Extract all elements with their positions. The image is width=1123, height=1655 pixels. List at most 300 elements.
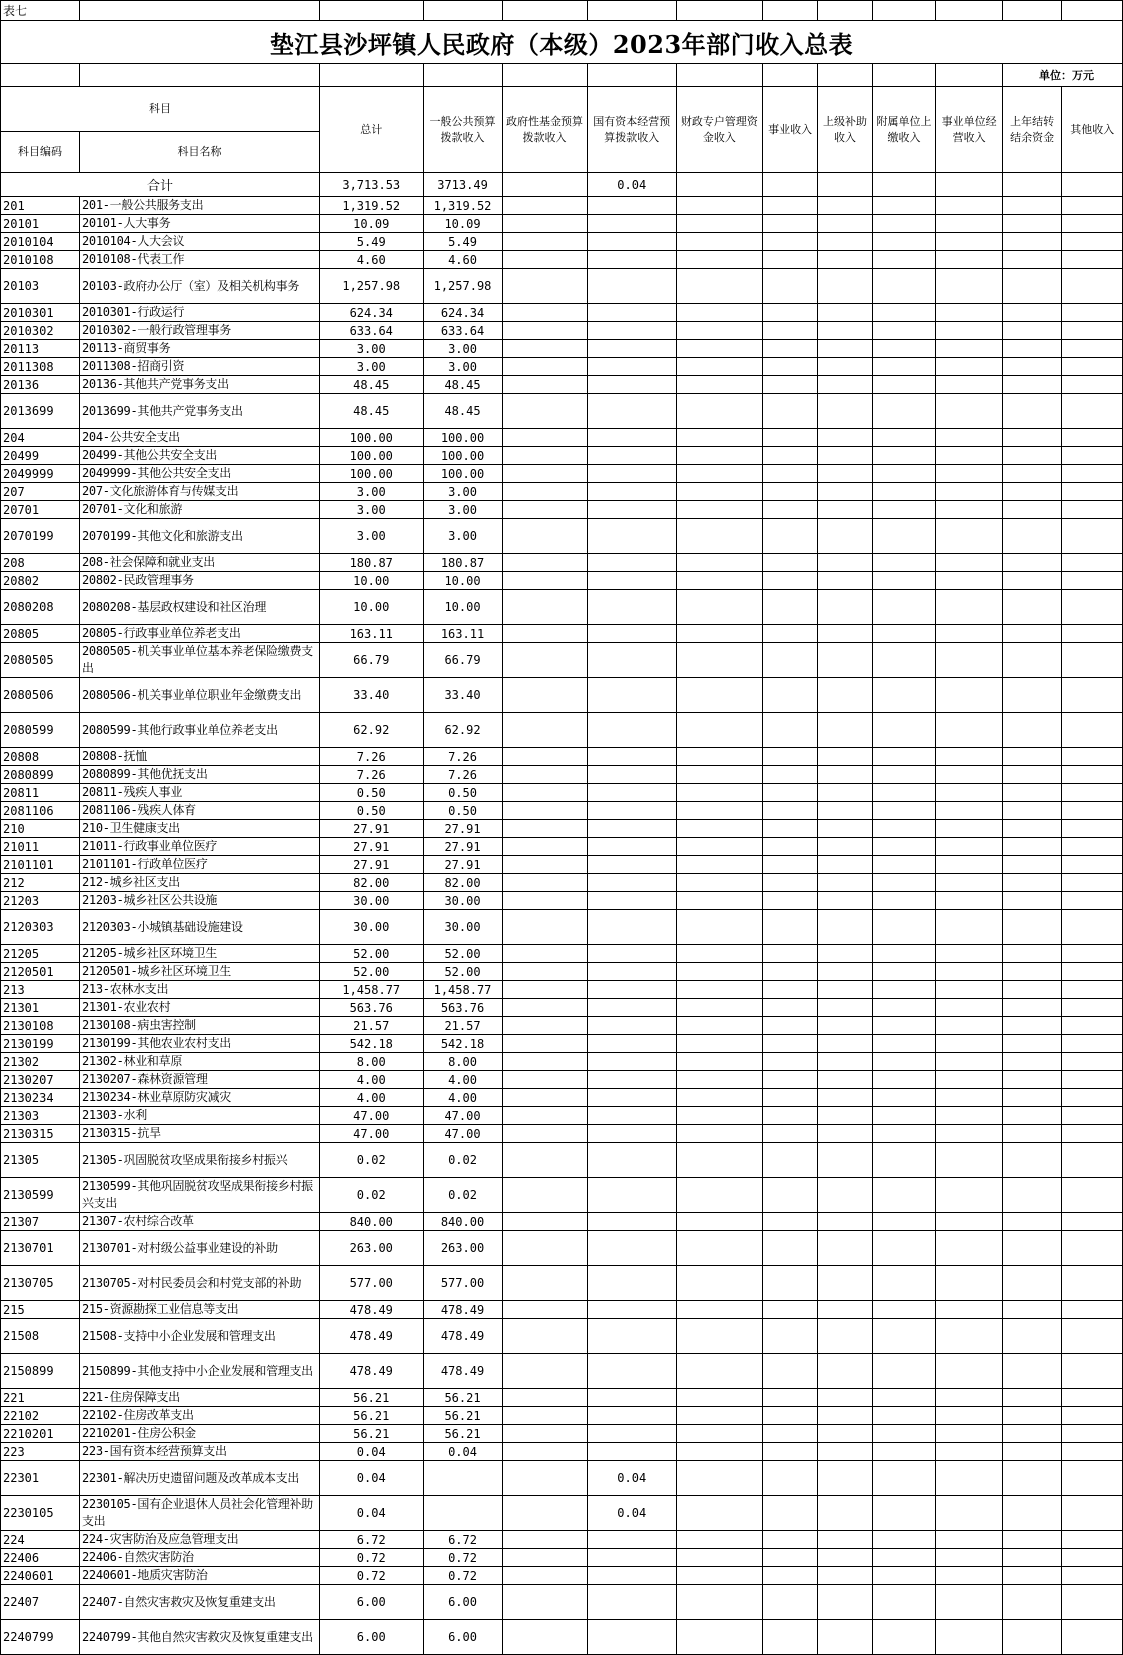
- row-other-income: [1062, 483, 1123, 501]
- row-name: 21307-农村综合改革: [79, 1213, 319, 1231]
- row-total: 563.76: [319, 999, 423, 1017]
- row-total: 27.91: [319, 820, 423, 838]
- row-carryover: [1002, 910, 1061, 945]
- row-total: 1,319.52: [319, 197, 423, 215]
- row-other-income: [1062, 501, 1123, 519]
- row-gov-fund: [502, 1389, 587, 1407]
- row-business-income: [762, 501, 817, 519]
- table-row: [1, 963, 1123, 981]
- row-general: [423, 1496, 502, 1531]
- row-business-operating: [936, 1266, 1003, 1301]
- row-business-income: [762, 643, 817, 678]
- row-carryover: [1002, 802, 1061, 820]
- row-total: 0.50: [319, 802, 423, 820]
- row-affiliated-remit: [872, 1443, 936, 1461]
- row-affiliated-remit: [872, 269, 936, 304]
- row-other-income: [1062, 1496, 1123, 1531]
- row-superior-subsidy: [818, 820, 872, 838]
- row-business-operating: [936, 1620, 1003, 1655]
- row-name: 2101101-行政单位医疗: [79, 856, 319, 874]
- table-body: [1, 1, 1123, 1655]
- row-state-capital: [587, 340, 676, 358]
- row-gov-fund: [502, 1549, 587, 1567]
- row-superior-subsidy: [818, 1178, 872, 1213]
- row-gov-fund: [502, 429, 587, 447]
- row-gov-fund: [502, 572, 587, 590]
- row-name: 2130701-对村级公益事业建设的补助: [79, 1231, 319, 1266]
- row-affiliated-remit: [872, 999, 936, 1017]
- row-general: 56.21: [423, 1389, 502, 1407]
- row-other-income: [1062, 999, 1123, 1017]
- row-state-capital: [587, 1053, 676, 1071]
- row-business-income: [762, 625, 817, 643]
- row-special-account: [676, 1035, 762, 1053]
- row-affiliated-remit: [872, 1089, 936, 1107]
- row-state-capital: [587, 713, 676, 748]
- table-row: [1, 945, 1123, 963]
- header-name: 科目名称: [79, 132, 319, 173]
- row-business-income: [762, 429, 817, 447]
- row-carryover: [1002, 1496, 1061, 1531]
- table-row: [1, 625, 1123, 643]
- row-carryover: [1002, 394, 1061, 429]
- row-business-operating: [936, 643, 1003, 678]
- table-row: [1, 197, 1123, 215]
- row-code: 21301: [1, 999, 80, 1017]
- table-row: [1, 1017, 1123, 1035]
- table-row: [1, 519, 1123, 554]
- row-business-income: [762, 197, 817, 215]
- row-other-income: [1062, 590, 1123, 625]
- row-carryover: [1002, 501, 1061, 519]
- row-special-account: [676, 554, 762, 572]
- row-carryover: [1002, 1053, 1061, 1071]
- row-general: 5.49: [423, 233, 502, 251]
- row-other-income: [1062, 1319, 1123, 1354]
- table-row: [1, 1620, 1123, 1655]
- row-superior-subsidy: [818, 1107, 872, 1125]
- row-gov-fund: [502, 269, 587, 304]
- row-total: 10.09: [319, 215, 423, 233]
- row-carryover: [1002, 376, 1061, 394]
- row-business-operating: [936, 1496, 1003, 1531]
- row-business-operating: [936, 1461, 1003, 1496]
- row-code: 2240799: [1, 1620, 80, 1655]
- row-name: 20103-政府办公厅（室）及相关机构事务: [79, 269, 319, 304]
- row-gov-fund: [502, 376, 587, 394]
- row-code: 2210201: [1, 1425, 80, 1443]
- row-name: 21305-巩固脱贫攻坚成果衔接乡村振兴: [79, 1143, 319, 1178]
- row-carryover: [1002, 625, 1061, 643]
- row-total: 3.00: [319, 358, 423, 376]
- row-state-capital: [587, 1549, 676, 1567]
- row-affiliated-remit: [872, 429, 936, 447]
- row-superior-subsidy: [818, 1053, 872, 1071]
- row-special-account: [676, 233, 762, 251]
- row-superior-subsidy: [818, 784, 872, 802]
- row-other-income: [1062, 340, 1123, 358]
- row-superior-subsidy: [818, 483, 872, 501]
- row-name: 2010302-一般行政管理事务: [79, 322, 319, 340]
- row-affiliated-remit: [872, 554, 936, 572]
- row-other-income: [1062, 1143, 1123, 1178]
- row-name: 2080506-机关事业单位职业年金缴费支出: [79, 678, 319, 713]
- row-other-income: [1062, 269, 1123, 304]
- row-general: 542.18: [423, 1035, 502, 1053]
- row-other-income: [1062, 748, 1123, 766]
- row-special-account: [676, 1319, 762, 1354]
- header-business-income: 事业收入: [762, 87, 817, 173]
- row-code: 221: [1, 1389, 80, 1407]
- row-affiliated-remit: [872, 483, 936, 501]
- row-general: 10.00: [423, 572, 502, 590]
- row-state-capital: [587, 748, 676, 766]
- table-row: [1, 447, 1123, 465]
- row-business-operating: [936, 1531, 1003, 1549]
- row-superior-subsidy: [818, 910, 872, 945]
- row-total: 4.00: [319, 1089, 423, 1107]
- row-state-capital: [587, 625, 676, 643]
- row-business-income: [762, 874, 817, 892]
- row-other-income: [1062, 1231, 1123, 1266]
- row-carryover: [1002, 856, 1061, 874]
- row-business-income: [762, 945, 817, 963]
- row-code: 201: [1, 197, 80, 215]
- row-state-capital: [587, 1567, 676, 1585]
- row-carryover: [1002, 1549, 1061, 1567]
- row-superior-subsidy: [818, 678, 872, 713]
- table-row: [1, 1178, 1123, 1213]
- row-business-operating: [936, 394, 1003, 429]
- row-gov-fund: [502, 197, 587, 215]
- table-row: [1, 874, 1123, 892]
- row-special-account: [676, 429, 762, 447]
- row-business-operating: [936, 784, 1003, 802]
- row-gov-fund: [502, 678, 587, 713]
- row-superior-subsidy: [818, 465, 872, 483]
- row-business-income: [762, 340, 817, 358]
- row-other-income: [1062, 572, 1123, 590]
- table-row: [1, 358, 1123, 376]
- row-general: 27.91: [423, 856, 502, 874]
- row-total: 0.04: [319, 1443, 423, 1461]
- row-carryover: [1002, 1213, 1061, 1231]
- row-business-operating: [936, 1231, 1003, 1266]
- row-general: [423, 1461, 502, 1496]
- row-code: 2120303: [1, 910, 80, 945]
- row-carryover: [1002, 1461, 1061, 1496]
- row-state-capital: [587, 269, 676, 304]
- row-general: 1,257.98: [423, 269, 502, 304]
- table-row: [1, 748, 1123, 766]
- row-total: 47.00: [319, 1125, 423, 1143]
- row-carryover: [1002, 465, 1061, 483]
- row-business-income: [762, 554, 817, 572]
- table-row: [1, 678, 1123, 713]
- row-name: 21301-农业农村: [79, 999, 319, 1017]
- row-business-operating: [936, 1443, 1003, 1461]
- row-total: 478.49: [319, 1319, 423, 1354]
- row-business-operating: [936, 1407, 1003, 1425]
- row-general: 6.72: [423, 1531, 502, 1549]
- row-superior-subsidy: [818, 1266, 872, 1301]
- row-special-account: [676, 358, 762, 376]
- row-state-capital: [587, 483, 676, 501]
- row-total: 6.00: [319, 1620, 423, 1655]
- row-code: 210: [1, 820, 80, 838]
- row-code: 2081106: [1, 802, 80, 820]
- row-carryover: [1002, 483, 1061, 501]
- row-business-operating: [936, 856, 1003, 874]
- row-general: 3.00: [423, 483, 502, 501]
- row-carryover: [1002, 358, 1061, 376]
- row-business-operating: [936, 1319, 1003, 1354]
- row-affiliated-remit: [872, 1125, 936, 1143]
- row-special-account: [676, 748, 762, 766]
- table-row: [1, 251, 1123, 269]
- row-code: 204: [1, 429, 80, 447]
- row-state-capital: [587, 1301, 676, 1319]
- row-general: 10.00: [423, 590, 502, 625]
- row-total: 3.00: [319, 519, 423, 554]
- row-special-account: [676, 981, 762, 999]
- row-special-account: [676, 1213, 762, 1231]
- row-affiliated-remit: [872, 643, 936, 678]
- row-state-capital: [587, 304, 676, 322]
- row-gov-fund: [502, 999, 587, 1017]
- row-special-account: [676, 1017, 762, 1035]
- row-general: 3.00: [423, 358, 502, 376]
- row-special-account: [676, 1125, 762, 1143]
- row-business-operating: [936, 1354, 1003, 1389]
- row-total: 0.72: [319, 1549, 423, 1567]
- row-gov-fund: [502, 251, 587, 269]
- row-code: 2230105: [1, 1496, 80, 1531]
- row-business-operating: [936, 429, 1003, 447]
- table-row: [1, 1035, 1123, 1053]
- row-superior-subsidy: [818, 1549, 872, 1567]
- row-business-income: [762, 590, 817, 625]
- row-business-operating: [936, 625, 1003, 643]
- row-carryover: [1002, 554, 1061, 572]
- header-subject: 科目: [1, 87, 320, 132]
- row-total: 6.72: [319, 1531, 423, 1549]
- header-general-budget: 一般公共预算拨款收入: [423, 87, 502, 173]
- row-other-income: [1062, 233, 1123, 251]
- row-name: 207-文化旅游体育与传媒支出: [79, 483, 319, 501]
- row-code: 22407: [1, 1585, 80, 1620]
- row-business-income: [762, 251, 817, 269]
- row-other-income: [1062, 465, 1123, 483]
- row-carryover: [1002, 1354, 1061, 1389]
- row-general: 6.00: [423, 1620, 502, 1655]
- row-name: 2070199-其他文化和旅游支出: [79, 519, 319, 554]
- row-superior-subsidy: [818, 1125, 872, 1143]
- header-total: 总计: [319, 87, 423, 173]
- row-name: 21302-林业和草原: [79, 1053, 319, 1071]
- row-gov-fund: [502, 1301, 587, 1319]
- row-name: 20499-其他公共安全支出: [79, 447, 319, 465]
- row-carryover: [1002, 999, 1061, 1017]
- row-state-capital: [587, 856, 676, 874]
- row-name: 2010104-人大会议: [79, 233, 319, 251]
- row-affiliated-remit: [872, 1585, 936, 1620]
- row-gov-fund: [502, 981, 587, 999]
- row-state-capital: [587, 945, 676, 963]
- row-business-income: [762, 1071, 817, 1089]
- row-affiliated-remit: [872, 910, 936, 945]
- row-other-income: [1062, 1567, 1123, 1585]
- row-superior-subsidy: [818, 625, 872, 643]
- row-name: 224-灾害防治及应急管理支出: [79, 1531, 319, 1549]
- row-state-capital: [587, 519, 676, 554]
- row-other-income: [1062, 1178, 1123, 1213]
- row-business-income: [762, 1213, 817, 1231]
- row-superior-subsidy: [818, 304, 872, 322]
- row-name: 22102-住房改革支出: [79, 1407, 319, 1425]
- row-general: 4.00: [423, 1089, 502, 1107]
- row-affiliated-remit: [872, 874, 936, 892]
- table-row: [1, 304, 1123, 322]
- row-superior-subsidy: [818, 233, 872, 251]
- row-general: 0.04: [423, 1443, 502, 1461]
- row-code: 21307: [1, 1213, 80, 1231]
- table-row: [1, 643, 1123, 678]
- row-carryover: [1002, 981, 1061, 999]
- row-superior-subsidy: [818, 1301, 872, 1319]
- row-state-capital: [587, 465, 676, 483]
- row-code: 2130701: [1, 1231, 80, 1266]
- row-carryover: [1002, 945, 1061, 963]
- row-code: 2011308: [1, 358, 80, 376]
- row-total: 163.11: [319, 625, 423, 643]
- row-state-capital: [587, 1620, 676, 1655]
- row-special-account: [676, 501, 762, 519]
- row-gov-fund: [502, 233, 587, 251]
- row-gov-fund: [502, 1620, 587, 1655]
- row-code: 2150899: [1, 1354, 80, 1389]
- row-special-account: [676, 643, 762, 678]
- row-general: 633.64: [423, 322, 502, 340]
- table-row: [1, 215, 1123, 233]
- row-code: 21305: [1, 1143, 80, 1178]
- row-special-account: [676, 856, 762, 874]
- row-special-account: [676, 1585, 762, 1620]
- row-name: 212-城乡社区支出: [79, 874, 319, 892]
- row-special-account: [676, 1354, 762, 1389]
- row-state-capital: [587, 1213, 676, 1231]
- row-state-capital: [587, 1425, 676, 1443]
- row-carryover: [1002, 784, 1061, 802]
- row-business-income: [762, 1425, 817, 1443]
- row-affiliated-remit: [872, 820, 936, 838]
- row-special-account: [676, 1496, 762, 1531]
- row-special-account: [676, 215, 762, 233]
- row-business-income: [762, 322, 817, 340]
- row-total: 21.57: [319, 1017, 423, 1035]
- row-carryover: [1002, 820, 1061, 838]
- row-total: 100.00: [319, 465, 423, 483]
- row-business-income: [762, 838, 817, 856]
- row-general: 100.00: [423, 429, 502, 447]
- row-general: 62.92: [423, 713, 502, 748]
- table-row: [1, 820, 1123, 838]
- row-total: 56.21: [319, 1407, 423, 1425]
- row-code: 20499: [1, 447, 80, 465]
- row-business-income: [762, 1389, 817, 1407]
- row-affiliated-remit: [872, 1017, 936, 1035]
- row-superior-subsidy: [818, 981, 872, 999]
- row-total: 6.00: [319, 1585, 423, 1620]
- row-business-income: [762, 215, 817, 233]
- table-row: [1, 713, 1123, 748]
- row-other-income: [1062, 1213, 1123, 1231]
- table-row: [1, 1461, 1123, 1496]
- row-special-account: [676, 1301, 762, 1319]
- table-row: [1, 1407, 1123, 1425]
- row-superior-subsidy: [818, 1531, 872, 1549]
- table-row: [1, 233, 1123, 251]
- row-total: 180.87: [319, 554, 423, 572]
- row-carryover: [1002, 1531, 1061, 1549]
- row-affiliated-remit: [872, 1035, 936, 1053]
- row-total: 27.91: [319, 838, 423, 856]
- row-business-operating: [936, 376, 1003, 394]
- row-superior-subsidy: [818, 1319, 872, 1354]
- row-special-account: [676, 1107, 762, 1125]
- row-name: 21303-水利: [79, 1107, 319, 1125]
- row-superior-subsidy: [818, 1389, 872, 1407]
- row-state-capital: [587, 1231, 676, 1266]
- row-total: 840.00: [319, 1213, 423, 1231]
- row-business-operating: [936, 1071, 1003, 1089]
- row-general: 48.45: [423, 394, 502, 429]
- row-carryover: [1002, 892, 1061, 910]
- row-superior-subsidy: [818, 1585, 872, 1620]
- row-name: 2210201-住房公积金: [79, 1425, 319, 1443]
- row-carryover: [1002, 1143, 1061, 1178]
- row-gov-fund: [502, 1425, 587, 1443]
- row-special-account: [676, 1443, 762, 1461]
- row-carryover: [1002, 304, 1061, 322]
- header-business-operating: 事业单位经营收入: [936, 87, 1003, 173]
- row-business-income: [762, 713, 817, 748]
- row-code: 20113: [1, 340, 80, 358]
- row-affiliated-remit: [872, 197, 936, 215]
- row-name: 2080505-机关事业单位基本养老保险缴费支出: [79, 643, 319, 678]
- row-business-income: [762, 1178, 817, 1213]
- header-gov-fund: 政府性基金预算拨款收入: [502, 87, 587, 173]
- row-other-income: [1062, 963, 1123, 981]
- row-business-income: [762, 678, 817, 713]
- row-superior-subsidy: [818, 1213, 872, 1231]
- row-state-capital: [587, 590, 676, 625]
- row-carryover: [1002, 1389, 1061, 1407]
- table-row: [1, 1301, 1123, 1319]
- row-state-capital: [587, 1354, 676, 1389]
- row-gov-fund: [502, 892, 587, 910]
- row-special-account: [676, 1620, 762, 1655]
- row-business-operating: [936, 713, 1003, 748]
- row-other-income: [1062, 1017, 1123, 1035]
- row-business-operating: [936, 1567, 1003, 1585]
- row-general: 577.00: [423, 1266, 502, 1301]
- row-superior-subsidy: [818, 590, 872, 625]
- row-special-account: [676, 322, 762, 340]
- row-gov-fund: [502, 1053, 587, 1071]
- row-general: 21.57: [423, 1017, 502, 1035]
- row-carryover: [1002, 1125, 1061, 1143]
